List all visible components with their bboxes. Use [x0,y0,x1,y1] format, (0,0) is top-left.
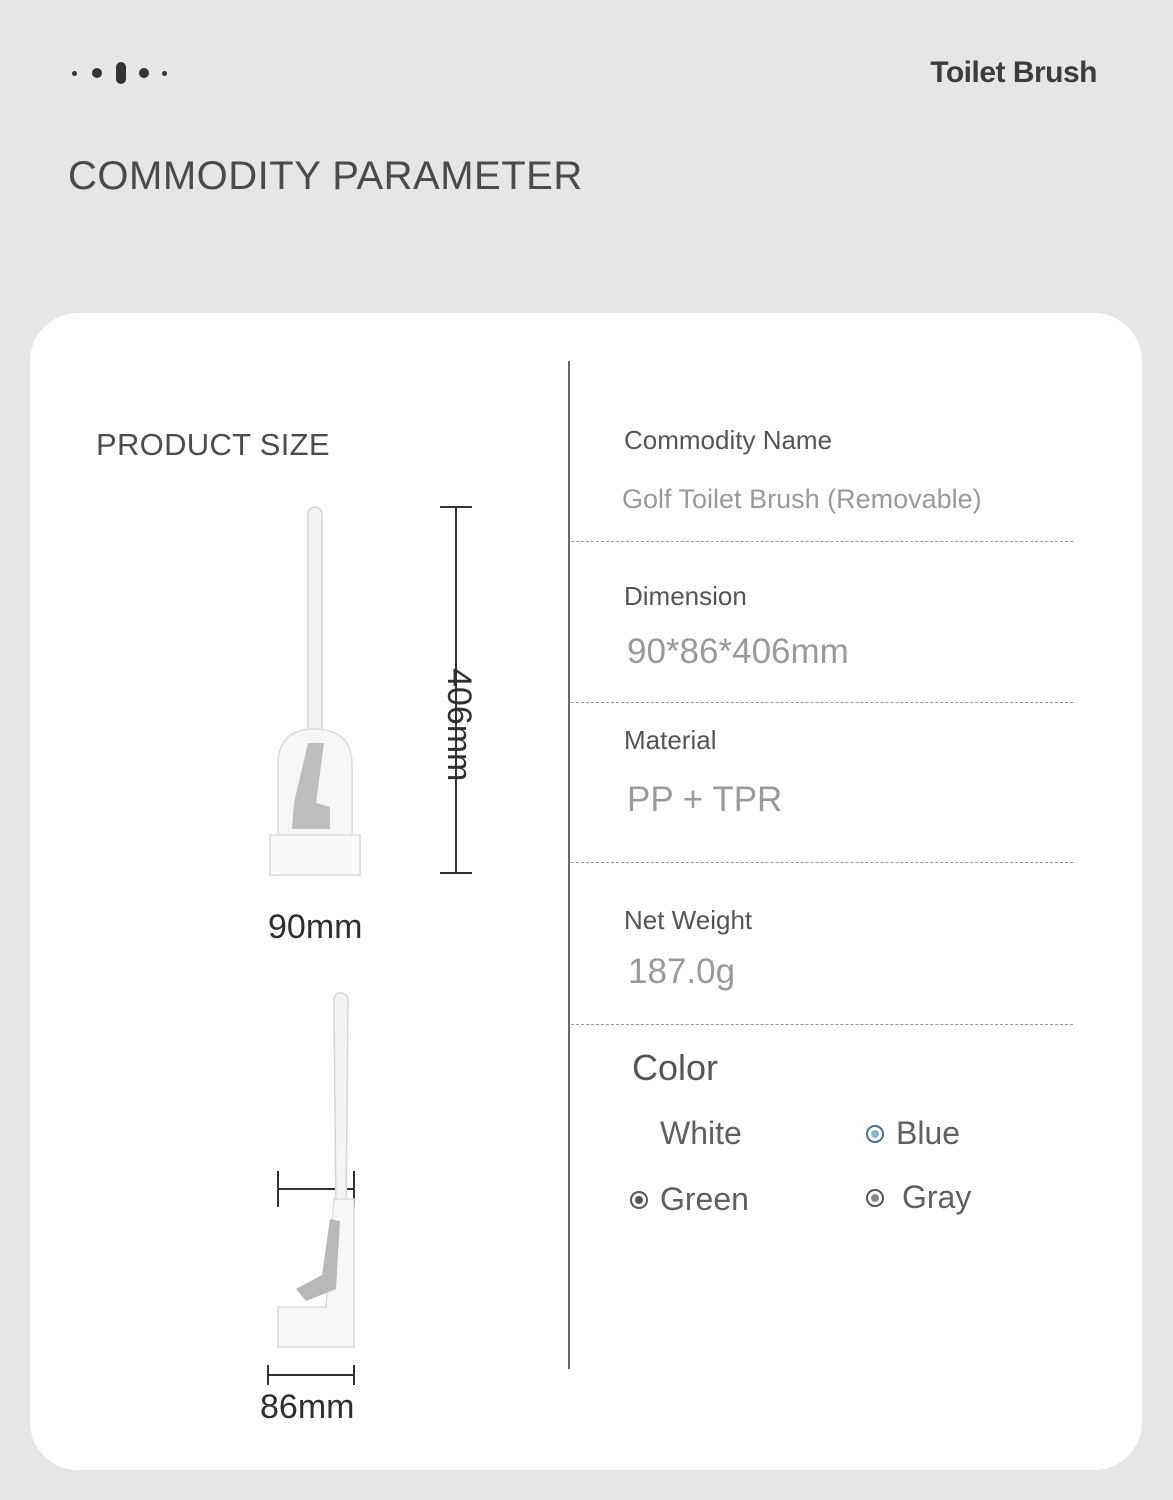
param-label: Commodity Name [624,425,833,455]
color-option-white [660,1115,742,1152]
color-option-blue [866,1115,960,1152]
param-label: Net Weight [624,905,753,935]
color-option-green [630,1181,749,1218]
param-commodity-name [624,425,982,515]
color-title: Color [632,1047,719,1088]
param-dimension [624,581,849,672]
page-title: COMMODITY PARAMETER [68,154,583,198]
brush-front-view-image [270,503,380,883]
parameter-card [30,313,1142,1470]
param-material [624,725,782,820]
color-option-gray [866,1179,971,1216]
color-option-label: White [660,1115,742,1151]
brush-side-view-image [276,989,376,1359]
param-value: PP + TPR [627,780,783,819]
carousel-dots-icon [72,62,172,84]
product-size-title: PRODUCT SIZE [96,427,330,462]
param-value: 187.0g [628,952,736,991]
divider-line [571,862,1073,863]
param-net-weight [624,905,752,992]
radio-dot-icon [866,1125,884,1143]
divider-line [571,1024,1073,1025]
color-option-label: Green [660,1181,749,1217]
radio-dot-icon [866,1189,884,1207]
depth-dimension-line [266,1365,358,1389]
depth-label: 86mm [260,1388,355,1426]
brand-title: Toilet Brush [930,56,1097,89]
param-value: Golf Toilet Brush (Removable) [622,484,982,514]
divider-line [571,702,1073,703]
color-option-label: Blue [896,1115,961,1151]
color-option-label: Gray [902,1179,972,1215]
radio-dot-icon [630,1191,648,1209]
param-label: Material [624,725,717,755]
divider-line [571,541,1073,542]
param-value: 90*86*406mm [627,632,849,671]
vertical-divider [568,361,570,1369]
height-label: 406mm [440,668,478,782]
param-label: Dimension [624,581,747,611]
width-label: 90mm [268,908,363,946]
